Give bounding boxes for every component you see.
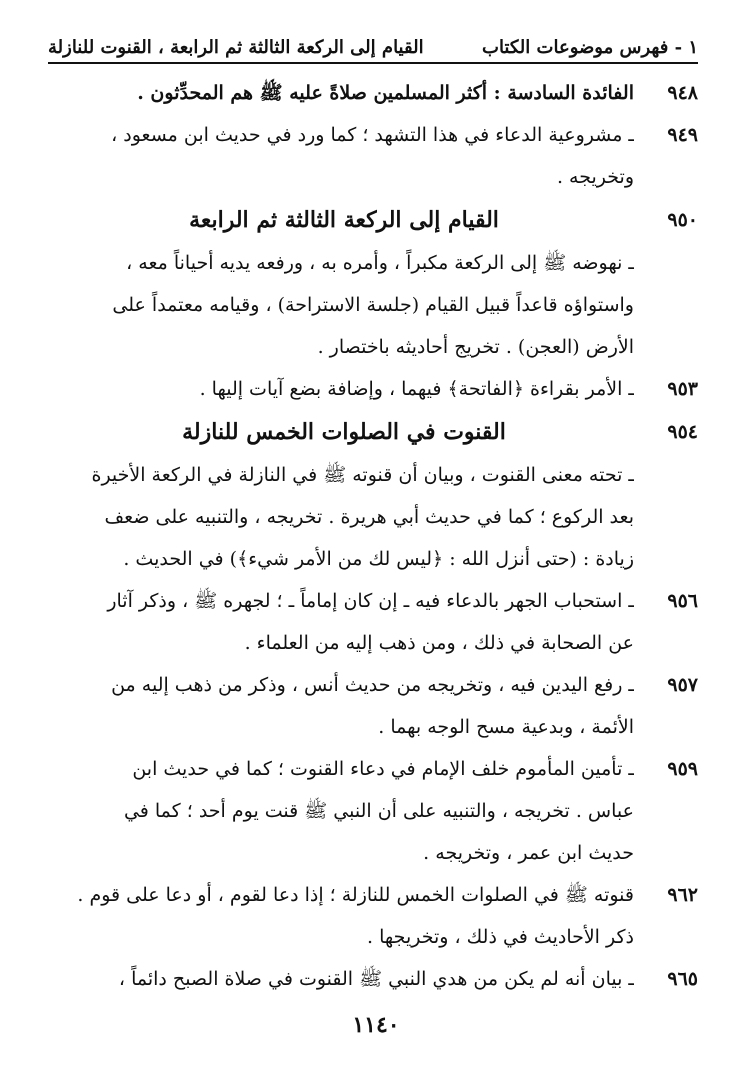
entry-page-number: ٩٥٤ bbox=[667, 421, 698, 443]
entry-line: حديث ابن عمر ، وتخريجه . bbox=[423, 842, 634, 864]
entry-page-number: ٩٥٩ bbox=[667, 758, 698, 780]
entry-text bbox=[54, 72, 634, 114]
entry-line: الفائدة السادسة : أكثر المسلمين صلاةً عليه ﷺ هم المحدِّثون . bbox=[137, 82, 634, 104]
entry-line: وتخريجه . bbox=[556, 166, 634, 188]
entry-line: ـ استحباب الجهر بالدعاء فيه ـ إن كان إماماً ـ ؛ لجهره ﷺ ، وذكر آثار bbox=[107, 590, 634, 612]
section-heading-row bbox=[54, 198, 698, 242]
index-entry bbox=[54, 242, 698, 368]
entry-page-number: ٩٦٥ bbox=[667, 968, 698, 990]
entry-line: قنوته ﷺ في الصلوات الخمس للنازلة ؛ إذا دعا لقوم ، أو دعا على قوم . bbox=[77, 884, 634, 906]
entry-page-number: ٩٥٧ bbox=[667, 674, 698, 696]
entry-text bbox=[54, 958, 634, 1000]
entry-line: الأرض (العجن) . تخريج أحاديثه باختصار . bbox=[317, 336, 634, 358]
entry-page-number: ٩٦٢ bbox=[667, 884, 698, 906]
entry-line: ـ مشروعية الدعاء في هذا التشهد ؛ كما ورد في حديث ابن مسعود ، bbox=[111, 124, 634, 146]
index-entry bbox=[54, 368, 698, 410]
section-heading-row bbox=[54, 410, 698, 454]
entry-line: عن الصحابة في ذلك ، ومن ذهب إليه من العلماء . bbox=[244, 632, 634, 654]
entry-line: ـ تأمين المأموم خلف الإمام في دعاء القنوت ؛ كما في حديث ابن bbox=[132, 758, 634, 780]
index-entry bbox=[54, 958, 698, 1000]
entry-line: ـ تحته معنى القنوت ، وبيان أن قنوته ﷺ في النازلة في الركعة الأخيرة bbox=[91, 464, 634, 486]
page-number: ١١٤٠ bbox=[352, 1012, 400, 1038]
entry-line: ـ رفع اليدين فيه ، وتخريجه من حديث أنس ، وذكر من ذهب إليه من bbox=[111, 674, 634, 696]
entry-text bbox=[54, 368, 634, 410]
entry-line: بعد الركوع ؛ كما في حديث أبي هريرة . تخريجه ، والتنبيه على ضعف bbox=[104, 506, 634, 528]
index-entry bbox=[54, 748, 698, 874]
header-chapter-title: ١ - فهرس موضوعات الكتاب bbox=[482, 37, 698, 58]
index-entry bbox=[54, 664, 698, 748]
entry-line: عباس . تخريجه ، والتنبيه على أن النبي ﷺ قنت يوم أحد ؛ كما في bbox=[123, 800, 634, 822]
entry-line: ـ الأمر بقراءة ﴿الفاتحة﴾ فيهما ، وإضافة بضع آيات إليها . bbox=[199, 378, 634, 400]
entry-line: زيادة : (حتى أنزل الله : ﴿ليس لك من الأمر شيء﴾) في الحديث . bbox=[123, 548, 634, 570]
entry-line: ذكر الأحاديث في ذلك ، وتخريجها . bbox=[367, 926, 634, 948]
entry-page-number: ٩٥٦ bbox=[667, 590, 698, 612]
entry-text bbox=[54, 874, 634, 958]
entry-line: واستواؤه قاعداً قبيل القيام (جلسة الاستراحة) ، وقيامه معتمداً على bbox=[112, 294, 634, 316]
entry-text bbox=[54, 664, 634, 748]
entry-line: ـ نهوضه ﷺ إلى الركعة مكبراً ، وأمره به ، ورفعه يديه أحياناً معه ، bbox=[126, 252, 634, 274]
entry-line: الأئمة ، وبدعية مسح الوجه بهما . bbox=[378, 716, 634, 738]
entry-page-number: ٩٥٠ bbox=[667, 209, 698, 231]
entry-text bbox=[54, 454, 634, 580]
section-heading: القنوت في الصلوات الخمس للنازلة bbox=[182, 419, 506, 445]
section-heading: القيام إلى الركعة الثالثة ثم الرابعة bbox=[189, 207, 499, 233]
entry-text bbox=[54, 114, 634, 198]
entry-page-number: ٩٤٩ bbox=[667, 124, 698, 146]
entry-text bbox=[54, 242, 634, 368]
page-header bbox=[48, 20, 698, 64]
index-entry bbox=[54, 580, 698, 664]
index-entry bbox=[54, 874, 698, 958]
index-entries bbox=[54, 72, 698, 1000]
entry-page-number: ٩٥٣ bbox=[667, 378, 698, 400]
header-section-title: القيام إلى الركعة الثالثة ثم الرابعة ، القنوت للنازلة bbox=[48, 37, 424, 58]
entry-line: ـ بيان أنه لم يكن من هدي النبي ﷺ القنوت في صلاة الصبح دائماً ، bbox=[118, 968, 634, 990]
entry-page-number: ٩٤٨ bbox=[667, 82, 698, 104]
entry-text bbox=[54, 748, 634, 874]
index-entry bbox=[54, 72, 698, 114]
entry-text bbox=[54, 580, 634, 664]
index-entry bbox=[54, 114, 698, 198]
index-entry bbox=[54, 454, 698, 580]
